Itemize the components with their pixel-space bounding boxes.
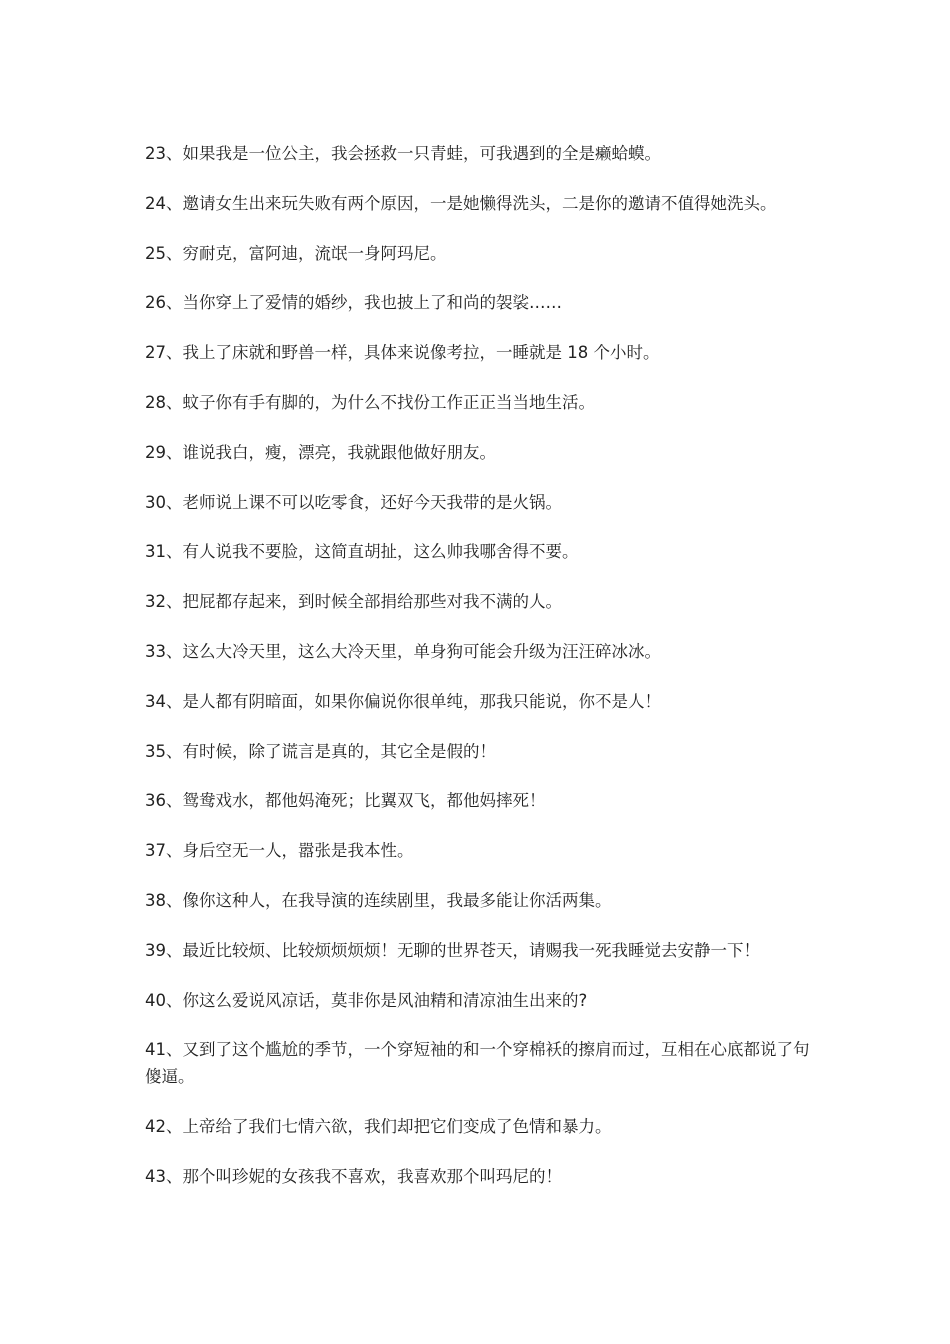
- list-item: 32、把屁都存起来，到时候全部捐给那些对我不满的人。: [145, 592, 562, 612]
- list-item: 27、我上了床就和野兽一样，具体来说像考拉，一睡就是 18 个小时。: [145, 343, 660, 363]
- joke-list: [145, 140, 810, 1213]
- list-item: 36、鸳鸯戏水，都他妈淹死；比翼双飞，都他妈摔死！: [145, 791, 546, 811]
- list-item: 33、这么大冷天里，这么大冷天里，单身狗可能会升级为汪汪碎冰冰。: [145, 641, 661, 661]
- list-item: 35、有时候，除了谎言是真的，其它全是假的！: [145, 741, 496, 761]
- list-item: 26、当你穿上了爱情的婚纱，我也披上了和尚的袈裟……: [145, 293, 562, 313]
- list-item: 40、你这么爱说风凉话，莫非你是风油精和清凉油生出来的?: [145, 990, 588, 1010]
- list-item: 43、那个叫珍妮的女孩我不喜欢，我喜欢那个叫玛尼的！: [145, 1166, 562, 1186]
- list-item: 29、谁说我白，瘦，漂亮，我就跟他做好朋友。: [145, 442, 496, 462]
- list-item: 39、最近比较烦、比较烦烦烦烦！无聊的世界苍天，请赐我一死我睡觉去安静一下！: [145, 940, 760, 960]
- list-item: 25、穷耐克，富阿迪，流氓一身阿玛尼。: [145, 243, 447, 263]
- list-item: 28、蚊子你有手有脚的，为什么不找份工作正正当当地生活。: [145, 392, 595, 412]
- list-item: 31、有人说我不要脸，这简直胡扯，这么帅我哪舍得不要。: [145, 542, 579, 562]
- list-item: 30、老师说上课不可以吃零食，还好今天我带的是火锅。: [145, 492, 562, 512]
- list-item: 38、像你这种人，在我导演的连续剧里，我最多能让你活两集。: [145, 890, 612, 910]
- list-item: 23、如果我是一位公主，我会拯救一只青蛙，可我遇到的全是癞蛤蟆。: [145, 144, 661, 163]
- list-item: 24、邀请女生出来玩失败有两个原因，一是她懒得洗头，二是你的邀请不值得她洗头。: [145, 193, 777, 213]
- list-item: 42、上帝给了我们七情六欲，我们却把它们变成了色情和暴力。: [145, 1117, 612, 1137]
- list-item: 34、是人都有阴暗面，如果你偏说你很单纯，那我只能说，你不是人！: [145, 691, 661, 711]
- list-item: 41、又到了这个尴尬的季节，一个穿短袖的和一个穿棉袄的擦肩而过，互相在心底都说了句傻逼。: [145, 1040, 810, 1087]
- list-item: 37、身后空无一人，嚣张是我本性。: [145, 841, 414, 861]
